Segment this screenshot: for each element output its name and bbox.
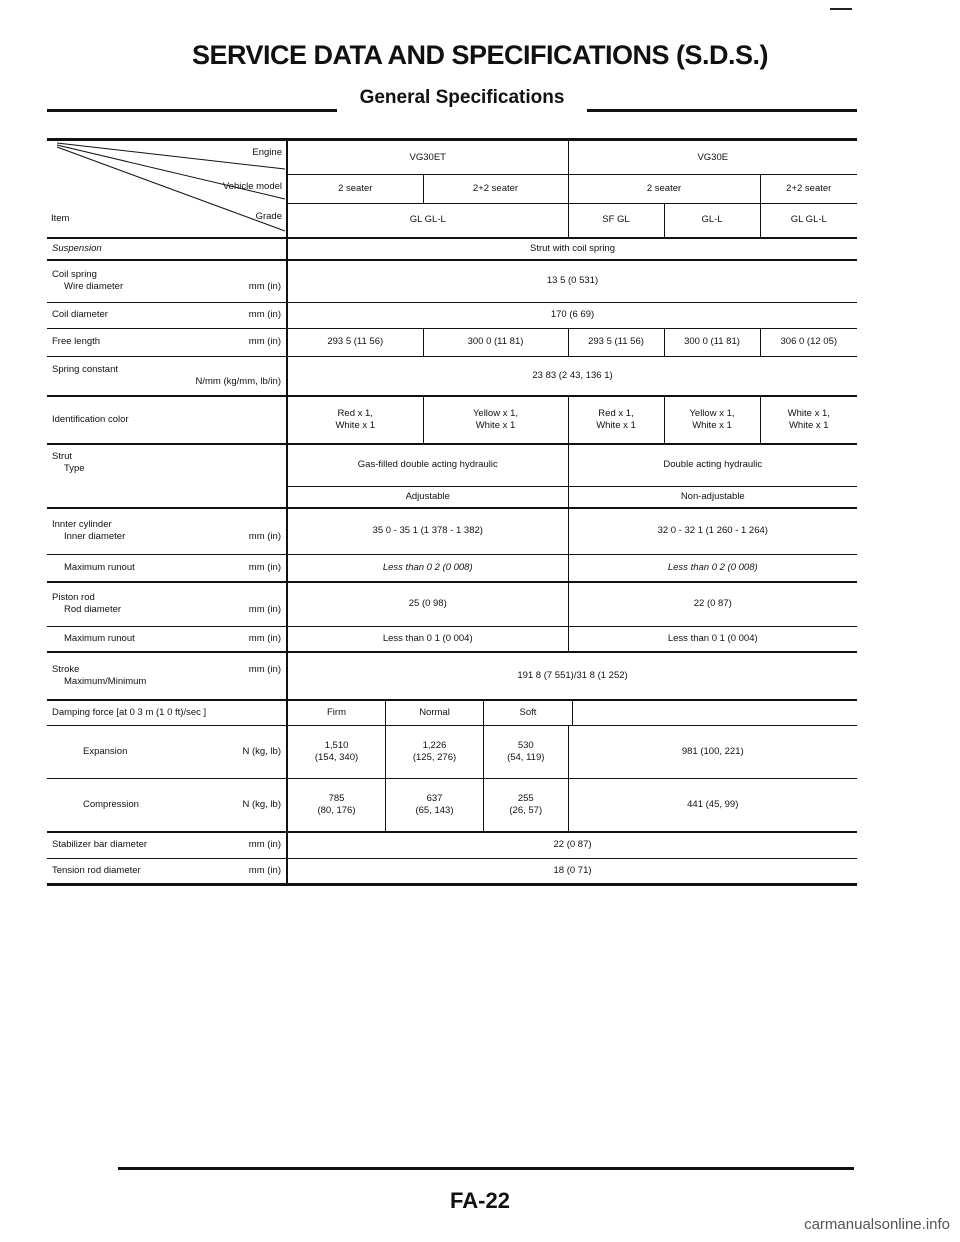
stroke-unit: mm (in) [248,664,281,676]
strut-label-cell [47,444,287,508]
header-engine-row [47,140,857,175]
inner-runout-value-et: Less than 0 2 (0 008) [287,554,568,582]
free-length-label-cell [47,328,287,356]
id-color-line: White x 1 [692,420,732,431]
grade-sf-gl: SF GL [568,203,664,238]
page-number: FA-22 [450,1188,510,1213]
id-color-line: White x 1 [475,420,516,431]
identification-color-value [664,396,760,444]
damping-force-label: Damping force [at 0 3 m (1 0 ft)/sec ] [47,700,287,726]
free-length-value: 300 0 (11 81) [664,328,760,356]
section-heading [47,84,857,114]
tension-rod-value: 18 (0 71) [287,858,857,884]
engine-label: Engine [252,147,282,158]
identification-color-label: Identification color [47,396,287,444]
identification-color-value [423,396,568,444]
compression-firm-kg-lb: (80, 176) [317,805,356,816]
table-row [47,328,857,356]
inner-diameter-label: Inner diameter [64,531,126,543]
strut-adjustable-et: Adjustable [287,486,568,508]
free-length-label: Free length [52,336,101,348]
strut-type-e: Double acting hydraulic [568,444,857,486]
identification-color-value [568,396,664,444]
compression-firm [288,779,385,831]
compression-soft [483,779,568,831]
expansion-label: Expansion [83,746,128,758]
rod-diameter-label: Rod diameter [64,604,122,616]
model-2plus2-seater-e: 2+2 seater [760,174,857,203]
rod-runout-value-e: Less than 0 1 (0 004) [568,626,857,652]
identification-color-value [760,396,857,444]
free-length-value: 300 0 (11 81) [423,328,568,356]
id-color-line: White x 1 [335,420,376,431]
engine-vg30et: VG30ET [287,140,568,175]
grade-et: GL GL-L [287,203,568,238]
inner-diameter-value-e: 32 0 - 32 1 (1 260 - 1 264) [568,508,857,554]
damping-modes [288,701,857,725]
stabilizer-label-cell [47,832,287,858]
expansion-values-cell [287,726,568,779]
damping-mode-soft: Soft [483,701,573,725]
strut-label: Strut [52,451,73,462]
damping-modes-cell [287,700,857,726]
spring-constant-value: 23 83 (2 43, 136 1) [287,356,857,396]
model-2plus2-seater-et: 2+2 seater [423,174,568,203]
expansion-soft-kg-lb: (54, 119) [507,752,545,763]
compression-normal-kg-lb: (65, 143) [415,805,454,816]
suspension-label: Suspension [47,238,287,260]
coil-diameter-unit: mm (in) [248,309,281,321]
inner-cylinder-label-cell [47,508,287,554]
wire-diameter-value: 13 5 (0 531) [287,260,857,302]
coil-diameter-label-cell [47,302,287,328]
heading-rule-left [47,109,337,112]
free-length-value: 306 0 (12 05) [760,328,857,356]
inner-diameter-value-et: 35 0 - 35 1 (1 378 - 1 382) [287,508,568,554]
table-row [47,779,857,833]
table-row [47,356,857,396]
id-color-line: White x 1, [787,408,830,420]
inner-runout-unit: mm (in) [248,561,281,573]
free-length-value: 293 5 (11 56) [287,328,423,356]
compression-firm-n: 785 [328,793,345,805]
strut-adjustable-e: Non-adjustable [568,486,857,508]
coil-diameter-value: 170 (6 69) [287,302,857,328]
wire-diameter-label: Wire diameter [64,281,124,293]
table-row [47,700,857,726]
expansion-unit: N (kg, lb) [242,746,281,758]
rod-runout-value-et: Less than 0 1 (0 004) [287,626,568,652]
table-row [47,726,857,779]
header-item-cell [47,140,287,239]
stroke-sub-label: Maximum/Minimum [64,676,147,687]
table-row [47,582,857,626]
wire-diameter-unit: mm (in) [248,281,281,293]
coil-spring-label: Coil spring [52,269,97,281]
expansion-value-e: 981 (100, 221) [568,726,857,779]
rod-runout-label-cell [47,626,287,652]
id-color-line: Yellow x 1, [689,408,735,420]
expansion-normal-kg-lb: (125, 276) [412,752,457,763]
compression-unit: N (kg, lb) [242,799,281,811]
model-2-seater-e: 2 seater [568,174,760,203]
inner-runout-label: Maximum runout [64,561,135,573]
vehicle-model-label: Vehicle model [222,181,282,192]
identification-color-value [287,396,423,444]
stroke-value: 191 8 (7 551)/31 8 (1 252) [287,652,857,700]
item-label: Item [51,213,70,224]
compression-value-e: 441 (45, 99) [568,779,857,833]
tension-rod-label: Tension rod diameter [52,864,141,876]
damping-mode-normal: Normal [385,701,483,725]
table-row [47,260,857,302]
inner-runout-label-cell [47,554,287,582]
page-title: SERVICE DATA AND SPECIFICATIONS (S.D.S.) [191,40,769,70]
spring-constant-unit: N/mm (kg/mm, lb/in) [195,375,281,387]
table-row [47,302,857,328]
rod-diameter-unit: mm (in) [248,604,281,616]
rod-runout-unit: mm (in) [248,632,281,644]
expansion-soft [483,726,568,778]
grade-gl-l: GL-L [664,203,760,238]
id-color-line: Yellow x 1, [472,408,519,420]
compression-normal-n: 637 [426,793,443,805]
expansion-firm [288,726,385,778]
compression-label-cell [47,779,287,833]
stroke-label-cell [47,652,287,700]
grade-gl-gl-l-e: GL GL-L [760,203,857,238]
strut-type-et: Gas-filled double acting hydraulic [287,444,568,486]
section-subtitle: General Specifications [359,87,565,108]
strut-type-label: Type [64,462,85,474]
spring-constant-label: Spring constant [52,363,119,375]
compression-soft-n: 255 [517,793,534,805]
engine-vg30e: VG30E [568,140,857,175]
rod-runout-label: Maximum runout [64,632,135,644]
coil-spring-label-cell [47,260,287,302]
heading-rule-right [587,109,857,112]
stabilizer-value: 22 (0 87) [287,832,857,858]
compression-soft-kg-lb: (26, 57) [509,805,543,816]
compression-normal [385,779,483,831]
compression-label: Compression [83,799,139,811]
tension-rod-label-cell [47,858,287,884]
id-color-line: Red x 1, [337,408,373,420]
stabilizer-label: Stabilizer bar diameter [52,839,148,851]
grade-label: Grade [255,211,282,222]
expansion-normal-n: 1,226 [422,740,447,752]
inner-cylinder-label: Innter cylinder [52,519,112,531]
piston-rod-label-cell [47,582,287,626]
expansion-label-cell [47,726,287,779]
table-row [47,858,857,884]
spring-constant-label-cell [47,356,287,396]
corner-mark [830,8,852,10]
id-color-line: Red x 1, [598,408,634,420]
coil-diameter-label: Coil diameter [52,309,108,321]
compression-values-cell [287,779,568,833]
inner-diameter-unit: mm (in) [248,531,281,543]
expansion-firm-kg-lb: (154, 340) [314,752,359,763]
stroke-label: Stroke [52,664,80,676]
rod-diameter-value-et: 25 (0 98) [287,582,568,626]
watermark: carmanualsonline.info [804,1216,950,1233]
table-row [47,444,857,486]
suspension-value: Strut with coil spring [287,238,857,260]
piston-rod-label: Piston rod [52,592,95,604]
rod-diameter-value-e: 22 (0 87) [568,582,857,626]
expansion-soft-n: 530 [517,740,534,752]
model-2-seater-et: 2 seater [287,174,423,203]
table-row [47,626,857,652]
table-row [47,508,857,554]
table-row [47,396,857,444]
footer-rule [118,1167,854,1170]
stabilizer-unit: mm (in) [248,839,281,851]
table-row [47,238,857,260]
table-row [47,832,857,858]
specifications-table [47,138,857,886]
expansion-normal [385,726,483,778]
table-row [47,554,857,582]
table-row [47,652,857,700]
free-length-unit: mm (in) [248,336,281,348]
free-length-value: 293 5 (11 56) [568,328,664,356]
tension-rod-unit: mm (in) [248,864,281,876]
id-color-line: White x 1 [596,420,636,431]
damping-mode-firm: Firm [327,707,346,719]
expansion-firm-n: 1,510 [324,740,349,752]
inner-runout-value-e: Less than 0 2 (0 008) [568,554,857,582]
id-color-line: White x 1 [788,420,829,431]
